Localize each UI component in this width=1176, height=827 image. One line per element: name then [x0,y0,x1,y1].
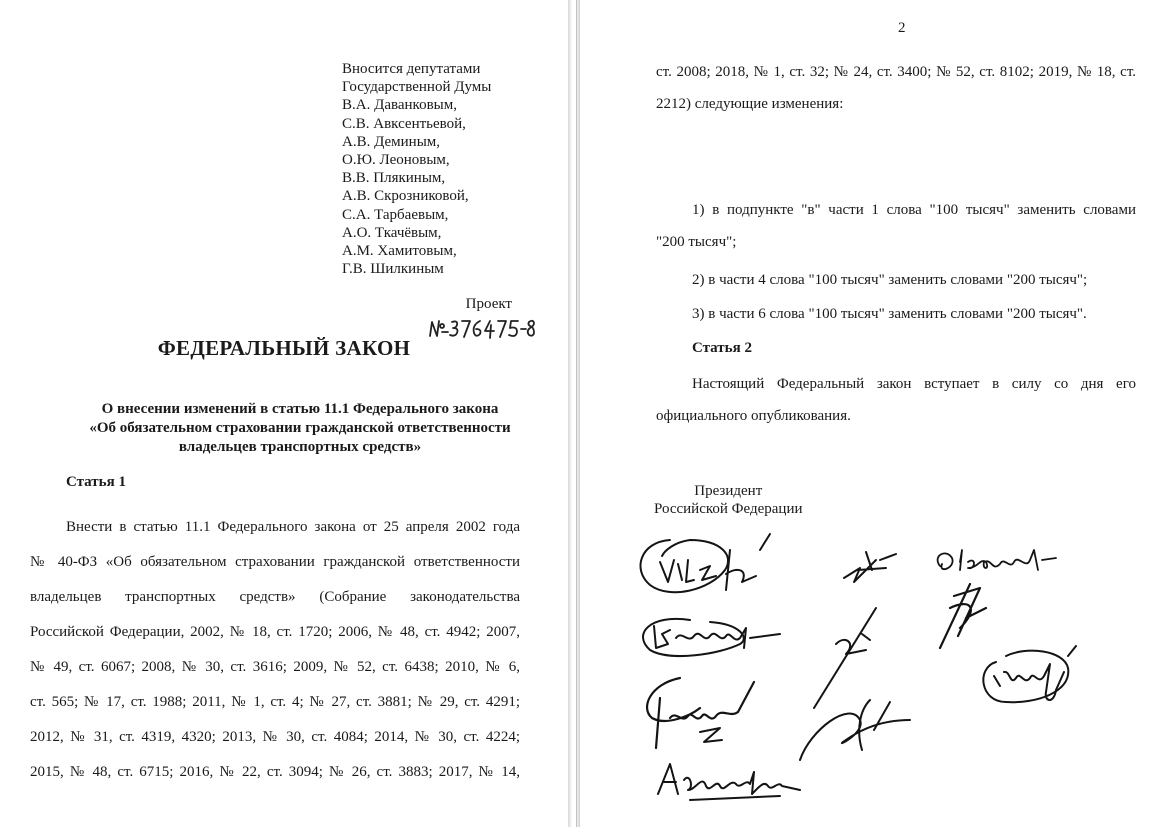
text-line: Настоящий Федеральный закон вступает в силу со дня его [692,376,1136,392]
draft-label: Проект [465,296,512,312]
signature-image [630,668,770,758]
signature-image [630,530,780,600]
text-line: 3) в части 6 слова "100 тысяч" заменить словами "200 тысяч". [692,306,1087,322]
continuation-text [656,56,1136,120]
sponsor-line: Государственной Думы [342,79,492,96]
text-line: "200 тысяч"; [656,234,737,250]
sponsor-line: А.М. Хамитовым, [342,243,457,260]
president-title: Президент [694,483,763,499]
sponsor-line: В.А. Даванковым, [342,97,457,114]
sponsors-block [342,60,491,278]
sponsor-line: А.В. Скрозниковой, [342,188,469,205]
document-page-2 [580,0,1176,827]
signature-image [836,540,906,590]
article-1-text [30,510,520,790]
article-2-heading: Статья 2 [692,340,752,356]
sponsor-line: Г.В. Шилкиным [342,261,444,278]
sponsor-line: Вносится депутатами [342,61,481,77]
signature-image [650,750,810,806]
subject-line: владельцев транспортных средств» [178,439,422,455]
law-subject [40,400,560,457]
text-line: Российской Федерации, 2002, № 18, ст. 1720; 2006, № 48, ст. 4942; 2007, [30,624,520,640]
page-number: 2 [898,20,906,36]
president-title-line-2: Российской Федерации [654,501,803,517]
signature-image [630,604,820,664]
text-line: 2012, № 31, ст. 4319, 4320; 2013, № 30, ст. 4084; 2014, № 30, ст. 4224; [30,729,520,745]
change-item-2 [656,264,1136,296]
law-title: ФЕДЕРАЛЬНЫЙ ЗАКОН [157,336,411,360]
subject-line: «Об обязательном страховании гражданской ответственности [89,420,511,436]
president-signature-block [654,482,803,518]
text-line: 1) в подпункте "в" части 1 слова "100 тысяч" заменить словами [692,202,1136,218]
text-line: официального опубликования. [656,408,851,424]
sponsor-line: О.Ю. Леоновым, [342,152,450,169]
text-line: 2015, № 48, ст. 6715; 2016, № 22, ст. 3094; № 26, ст. 3883; 2017, № 14, [30,764,520,780]
sponsor-line: А.О. Ткачёвым, [342,224,442,241]
text-line: № 40-ФЗ «Об обязательном страховании гражданской ответственности [30,554,520,570]
text-line: № 49, ст. 6067; 2008, № 30, ст. 3616; 2009, № 52, ст. 6438; 2010, № 6, [30,659,520,675]
page-edge [576,0,577,827]
article-2-text [656,368,1136,432]
article-1-heading: Статья 1 [66,474,126,490]
text-line: 2212) следующие изменения: [656,96,844,112]
sponsor-line: А.В. Деминым, [342,133,441,150]
text-line: 2) в части 4 слова "100 тысяч" заменить словами "200 тысяч"; [692,272,1088,288]
text-line: Внести в статью 11.1 Федерального закона от 25 апреля 2002 года [66,519,520,535]
change-item-1 [656,194,1136,258]
change-item-3 [656,298,1136,330]
signature-image [976,642,1086,722]
sponsor-line: С.А. Тарбаевым, [342,206,449,223]
document-page-1 [0,0,568,827]
sponsor-line: В.В. Плякиным, [342,170,446,187]
text-line: ст. 565; № 17, ст. 1988; 2011, № 1, ст. 4; № 27, ст. 3881; № 29, ст. 4291; [30,694,520,710]
text-line: владельцев транспортных средств» (Собрание законодательства [30,589,520,605]
page-spine [568,0,580,827]
text-line: ст. 2008; 2018, № 1, ст. 32; № 24, ст. 3400; № 52, ст. 8102; 2019, № 18, ст. [656,64,1136,80]
subject-line: О внесении изменений в статью 11.1 Федерального закона [101,401,499,417]
sponsor-line: С.В. Авксентьевой, [342,115,466,132]
